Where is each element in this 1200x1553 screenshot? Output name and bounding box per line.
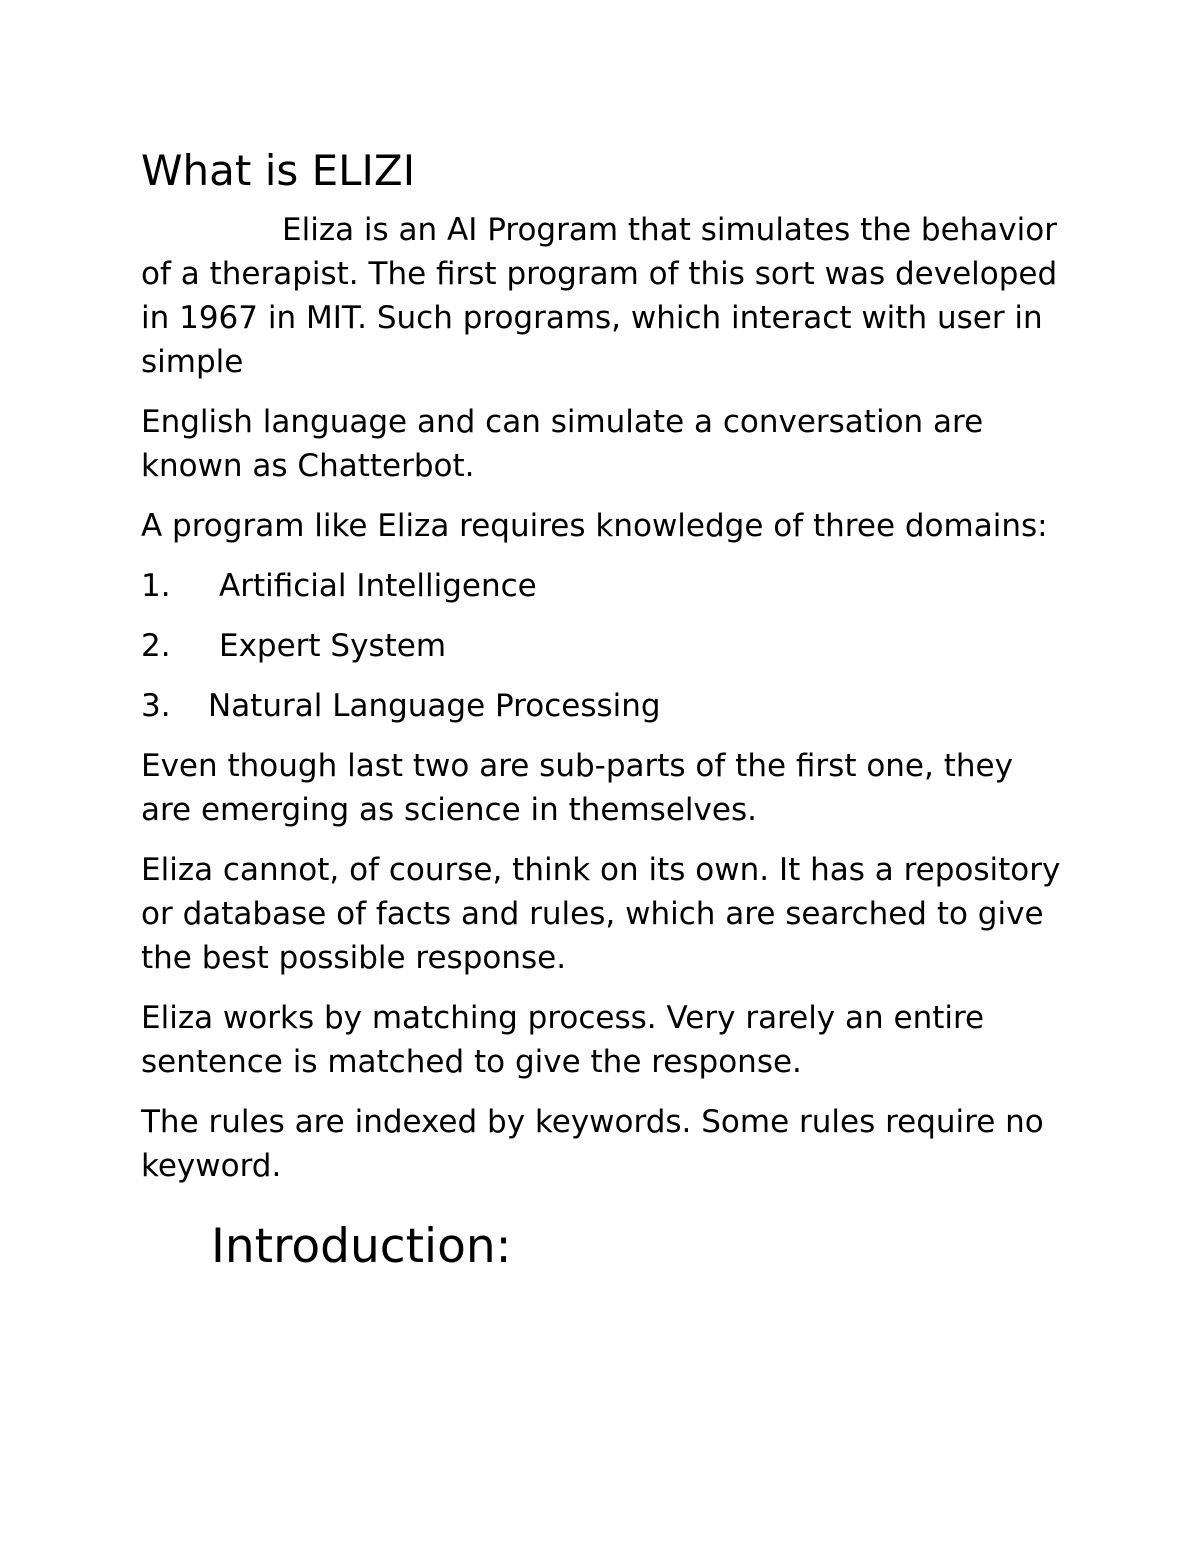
paragraph-subparts: Even though last two are sub-parts of the first one, they are emerging as science in themselves. [141,748,1013,828]
paragraph-matching: Eliza works by matching process. Very rarely an entire sentence is matched to give the response. [141,1000,985,1080]
document-body [141,140,1071,1278]
paragraph-keywords: The rules are indexed by keywords. Some rules require no keyword. [141,1104,1044,1184]
document-title: What is ELIZI [141,146,416,195]
list-item-text: Natural Language Processing [208,688,661,724]
paragraph-domains: A program like Eliza requires knowledge of three domains: [141,508,1048,544]
list-item [141,624,1071,668]
section-heading: Introduction: [211,1219,512,1274]
list-item [141,564,1071,608]
list-item-text: Expert System [219,628,447,664]
list-item [141,684,1071,728]
list-item-text: Artificial Intelligence [219,568,537,604]
list-item-number: 3. [141,688,171,724]
domains-list [141,564,1071,728]
paragraph-repository: Eliza cannot, of course, think on its own. It has a repository or database of facts and rules, which are searched to give the best possible response. [141,852,1061,976]
paragraph-chatterbot: English language and can simulate a conversation are known as Chatterbot. [141,404,984,484]
list-item-number: 2. [141,628,171,664]
intro-paragraph: Eliza is an AI Program that simulates the behavior of a therapist. The first program of this sort was developed in 1967 in MIT. Such programs, which interact with user in simple [141,212,1058,380]
list-item-number: 1. [141,568,171,604]
